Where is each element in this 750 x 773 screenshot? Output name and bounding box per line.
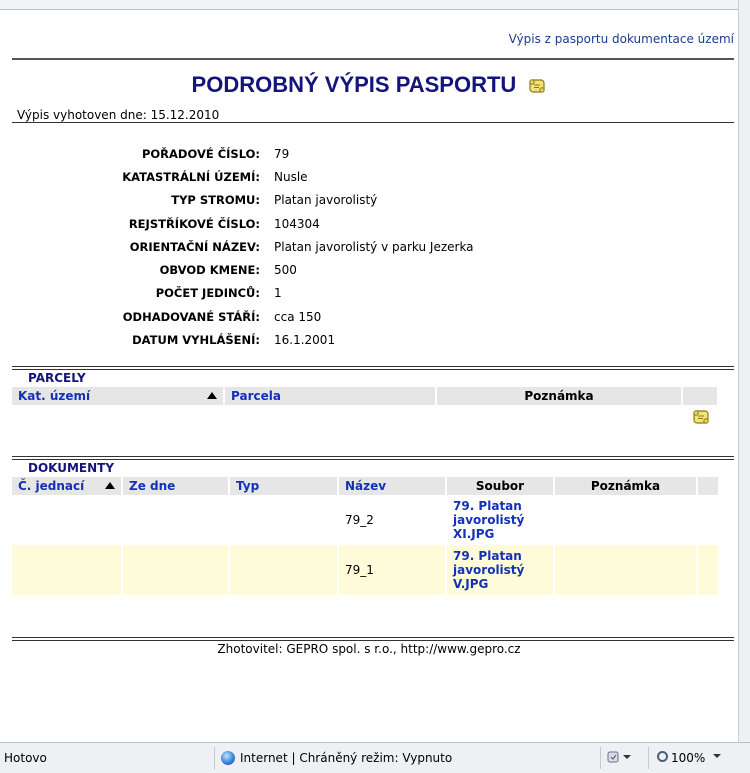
- top-bar: [12, 26, 734, 60]
- parcels-section: [12, 366, 734, 431]
- info-value: 500: [274, 263, 297, 278]
- col-label: Typ: [236, 479, 260, 493]
- info-list: [12, 142, 572, 352]
- info-value: cca 150: [274, 309, 322, 324]
- cell: [122, 545, 229, 595]
- cell: [122, 495, 229, 545]
- status-separator: [648, 747, 649, 769]
- documents-table: [12, 477, 735, 595]
- info-row: [12, 282, 572, 305]
- status-separator: [214, 747, 215, 769]
- col-typ[interactable]: [229, 477, 338, 495]
- page-content: [0, 10, 738, 742]
- zoom-level[interactable]: 100%: [671, 751, 706, 765]
- cell: [229, 545, 338, 595]
- cell-nazev: 79_1: [338, 545, 446, 595]
- parcels-table: [12, 387, 735, 405]
- vertical-scrollbar[interactable]: [738, 0, 750, 742]
- col-ze-dne[interactable]: [122, 477, 229, 495]
- col-label: Soubor: [475, 479, 525, 493]
- table-row: [12, 495, 734, 545]
- col-label: Č. jednací: [18, 479, 85, 493]
- footer-text: Zhotovitel: GEPRO spol. s r.o., http://www.gepro.cz: [217, 642, 521, 656]
- col-gap: [719, 477, 734, 495]
- info-row: [12, 235, 572, 258]
- info-label: KATASTRÁLNÍ ÚZEMÍ:: [122, 169, 260, 184]
- info-value: Platan javorolistý: [274, 193, 378, 208]
- cell: [719, 495, 734, 545]
- chevron-down-icon[interactable]: [712, 750, 722, 765]
- table-row: [12, 545, 734, 595]
- info-row: [12, 189, 572, 212]
- col-soubor: [446, 477, 554, 495]
- status-text: Hotovo: [4, 751, 47, 765]
- info-label: ODHADOVANÉ STÁŘÍ:: [122, 309, 260, 324]
- col-label: Parcela: [231, 389, 281, 403]
- parcels-empty-body: [12, 405, 734, 431]
- col-label: Název: [345, 479, 387, 493]
- globe-icon: [221, 751, 235, 765]
- cell-nazev: 79_2: [338, 495, 446, 545]
- info-value: Platan javorolistý v parku Jezerka: [274, 239, 474, 254]
- page-title-text: PODROBNÝ VÝPIS PASPORTU: [191, 72, 517, 97]
- col-cislo-jednaci[interactable]: [12, 477, 122, 495]
- col-poznamka: [554, 477, 697, 495]
- info-label: OBVOD KMENE:: [159, 263, 260, 278]
- col-parcela[interactable]: [224, 387, 436, 405]
- cell: [12, 545, 122, 595]
- documents-title: DOKUMENTY: [28, 461, 115, 475]
- col-empty: [682, 387, 718, 405]
- security-zone[interactable]: Internet | Chráněný režim: Vypnuto: [240, 751, 453, 765]
- table-header-row: [12, 387, 734, 405]
- cell: [719, 545, 734, 595]
- info-label: POČET JEDINCŮ:: [155, 286, 260, 301]
- file-link[interactable]: 79. Platan javorolistý XI.JPG: [453, 499, 525, 541]
- info-value: Nusle: [274, 169, 308, 184]
- browser-top-edge: [0, 0, 750, 10]
- sort-up-icon: [105, 482, 115, 489]
- top-link[interactable]: Výpis z pasportu dokumentace území: [508, 32, 734, 46]
- protected-mode-icon[interactable]: [607, 750, 633, 767]
- cell: [554, 545, 697, 595]
- cell: [229, 495, 338, 545]
- divider: [12, 122, 734, 123]
- cell: [697, 545, 719, 595]
- col-nazev[interactable]: [338, 477, 446, 495]
- info-label: ORIENTAČNÍ NÁZEV:: [129, 239, 260, 254]
- cell-soubor: [446, 545, 554, 595]
- info-row: [12, 212, 572, 235]
- info-row: [12, 328, 572, 351]
- info-label: POŘADOVÉ ČÍSLO:: [141, 146, 260, 161]
- col-label: Poznámka: [524, 389, 594, 403]
- info-value: 16.1.2001: [274, 333, 336, 348]
- info-label: TYP STROMU:: [171, 193, 260, 208]
- col-label: Kat. území: [18, 389, 91, 403]
- parcels-title: PARCELY: [28, 371, 86, 385]
- scroll-icon[interactable]: [528, 74, 546, 90]
- col-gap: [718, 387, 734, 405]
- col-label: Ze dne: [129, 479, 176, 493]
- info-row: [12, 142, 572, 165]
- col-label: Poznámka: [590, 479, 661, 493]
- page-title: [0, 72, 738, 98]
- col-poznamka: [436, 387, 682, 405]
- info-row: [12, 165, 572, 188]
- zoom-icon[interactable]: [657, 751, 668, 762]
- cell-soubor: [446, 495, 554, 545]
- footer-divider: [12, 637, 734, 641]
- info-value: 79: [274, 146, 290, 161]
- documents-section: [12, 456, 734, 595]
- scroll-icon[interactable]: [692, 409, 710, 425]
- sort-up-icon: [207, 392, 217, 399]
- info-row: [12, 305, 572, 328]
- status-separator: [600, 747, 601, 769]
- col-kat-uzemi[interactable]: [12, 387, 224, 405]
- info-label: DATUM VYHLÁŠENÍ:: [132, 333, 260, 348]
- file-link[interactable]: 79. Platan javorolistý V.JPG: [453, 549, 525, 591]
- info-value: 1: [274, 286, 282, 301]
- table-header-row: [12, 477, 734, 495]
- info-label: REJSTŘÍKOVÉ ČÍSLO:: [128, 216, 260, 231]
- col-empty: [697, 477, 719, 495]
- info-value: 104304: [274, 216, 320, 231]
- cell: [12, 495, 122, 545]
- cell: [697, 495, 719, 545]
- generated-date: Výpis vyhotoven dne: 15.12.2010: [17, 108, 220, 122]
- info-row: [12, 258, 572, 281]
- cell: [554, 495, 697, 545]
- status-bar: [0, 742, 750, 773]
